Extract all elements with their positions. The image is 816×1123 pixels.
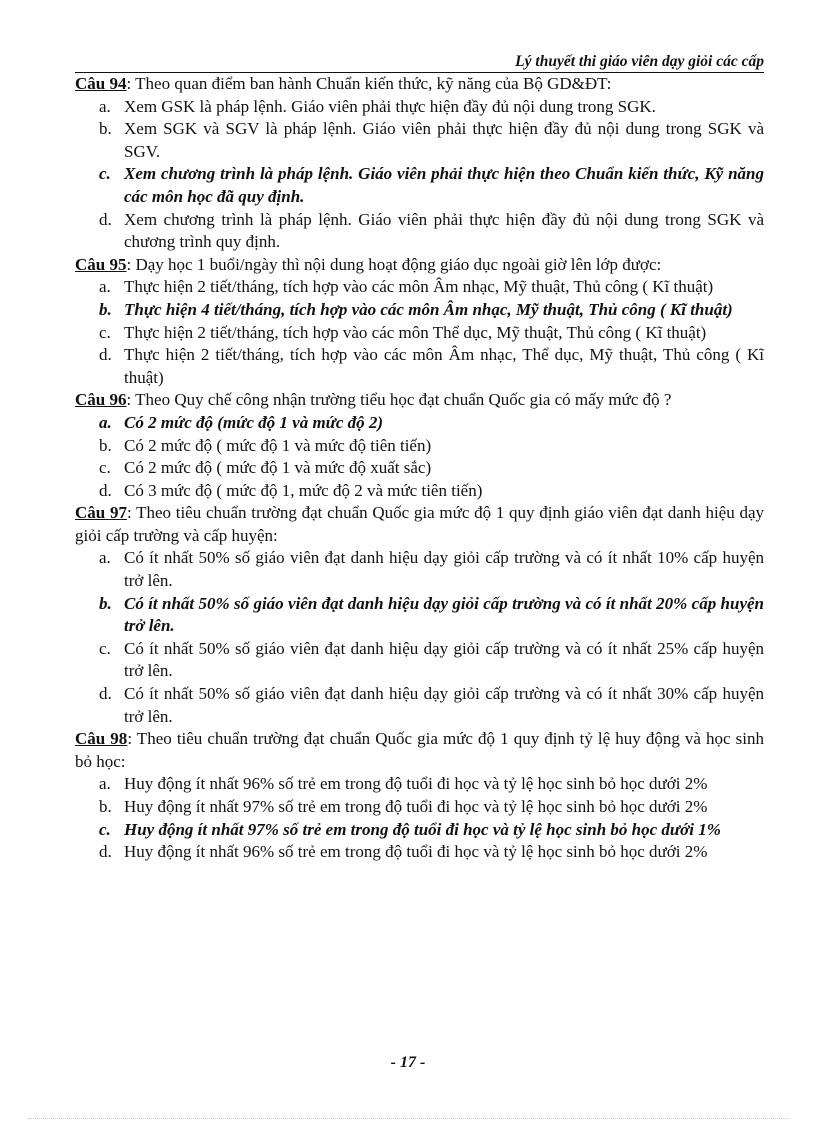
question-label: Câu 94 xyxy=(75,74,127,93)
option-94-a: a. Xem GSK là pháp lệnh. Giáo viên phải thực hiện đầy đủ nội dung trong SGK. xyxy=(99,96,656,116)
option-98-d: d. Huy động ít nhất 96% số trẻ em trong độ tuổi đi học và tỷ lệ học sinh bỏ học dưới 2% xyxy=(99,842,708,862)
question-95 xyxy=(75,254,764,277)
option-97-c: c. Có ít nhất 50% số giáo viên đạt danh hiệu dạy giỏi cấp trường và có ít nhất 25% cấp huyện trở lên. xyxy=(99,638,764,681)
question-text: : Dạy học 1 buổi/ngày thì nội dung hoạt động giáo dục ngoài giờ lên lớp được: xyxy=(126,254,662,274)
option-98-c-correct: c. Huy động ít nhất 97% số trẻ em trong độ tuổi đi học và tỷ lệ học sinh bỏ học dưới 1% xyxy=(99,819,721,839)
option-97-b-correct: b. Có ít nhất 50% số giáo viên đạt danh hiệu dạy giỏi cấp trường và có ít nhất 20% cấp huyện trở lên. xyxy=(99,593,764,636)
option-96-a-correct: a. Có 2 mức độ (mức độ 1 và mức độ 2) xyxy=(99,412,384,432)
questions-content xyxy=(75,73,764,864)
bottom-dotted-rule xyxy=(28,1118,788,1119)
question-text: : Theo tiêu chuẩn trường đạt chuẩn Quốc gia mức độ 1 quy định tỷ lệ huy động và học sinh bỏ học: xyxy=(75,729,764,771)
option-94-c-correct: c. Xem chương trình là pháp lệnh. Giáo viên phải thực hiện theo Chuẩn kiến thức, Kỹ năng các môn học đã quy định. xyxy=(99,164,764,206)
question-96 xyxy=(75,389,764,412)
question-text: : Theo quan điểm ban hành Chuẩn kiến thức, kỹ năng của Bộ GD&ĐT: xyxy=(126,74,612,93)
option-96-d: d. Có 3 mức độ ( mức độ 1, mức độ 2 và mức tiên tiến) xyxy=(99,480,483,500)
option-95-d: d. Thực hiện 2 tiết/tháng, tích hợp vào các môn Âm nhạc, Thể dục, Mỹ thuật, Thủ công ( Kĩ thuật) xyxy=(99,345,764,387)
option-96-b: b. Có 2 mức độ ( mức độ 1 và mức độ tiên tiến) xyxy=(99,435,432,455)
option-96-c: c. Có 2 mức độ ( mức độ 1 và mức độ xuất sắc) xyxy=(99,458,432,478)
question-text: : Theo tiêu chuẩn trường đạt chuẩn Quốc gia mức độ 1 quy định giáo viên đạt danh hiệu dạy giỏi cấp trường và cấp huyện: xyxy=(75,503,764,545)
question-98 xyxy=(75,728,764,773)
option-98-b: b. Huy động ít nhất 97% số trẻ em trong độ tuổi đi học và tỷ lệ học sinh bỏ học dưới 2% xyxy=(99,797,708,816)
option-95-b-correct: b. Thực hiện 4 tiết/tháng, tích hợp vào các môn Âm nhạc, Mỹ thuật, Thủ công ( Kĩ thuật) xyxy=(99,299,733,319)
option-94-b: b. Xem SGK và SGV là pháp lệnh. Giáo viên phải thực hiện đầy đủ nội dung trong SGK và SGV. xyxy=(99,119,764,161)
option-95-c: c. Thực hiện 2 tiết/tháng, tích hợp vào các môn Thể dục, Mỹ thuật, Thủ công ( Kĩ thuật) xyxy=(99,322,707,342)
running-header: Lý thuyết thi giáo viên dạy giỏi các cấp xyxy=(515,53,764,70)
question-text: : Theo Quy chế công nhận trường tiểu học đạt chuẩn Quốc gia có mấy mức độ ? xyxy=(126,390,672,410)
page-number: - 17 - xyxy=(390,1054,426,1071)
question-94 xyxy=(75,73,764,96)
question-label: Câu 95 xyxy=(75,254,127,274)
question-label: Câu 96 xyxy=(75,390,127,410)
option-98-a: a. Huy động ít nhất 96% số trẻ em trong độ tuổi đi học và tỷ lệ học sinh bỏ học dưới 2% xyxy=(99,774,708,794)
option-95-a: a. Thực hiện 2 tiết/tháng, tích hợp vào các môn Âm nhạc, Mỹ thuật, Thủ công ( Kĩ thuật) xyxy=(99,277,714,297)
question-label: Câu 98 xyxy=(75,729,128,749)
option-97-d: d. Có ít nhất 50% số giáo viên đạt danh hiệu dạy giỏi cấp trường và có ít nhất 30% cấp huyện trở lên. xyxy=(99,684,764,726)
option-97-a: a. Có ít nhất 50% số giáo viên đạt danh hiệu dạy giỏi cấp trường và có ít nhất 10% cấp huyện trở lên. xyxy=(99,548,764,591)
option-94-d: d. Xem chương trình là pháp lệnh. Giáo viên phải thực hiện đầy đủ nội dung trong SGK và chương trình quy định. xyxy=(99,209,764,252)
question-97 xyxy=(75,502,764,547)
question-label: Câu 97 xyxy=(75,503,127,523)
